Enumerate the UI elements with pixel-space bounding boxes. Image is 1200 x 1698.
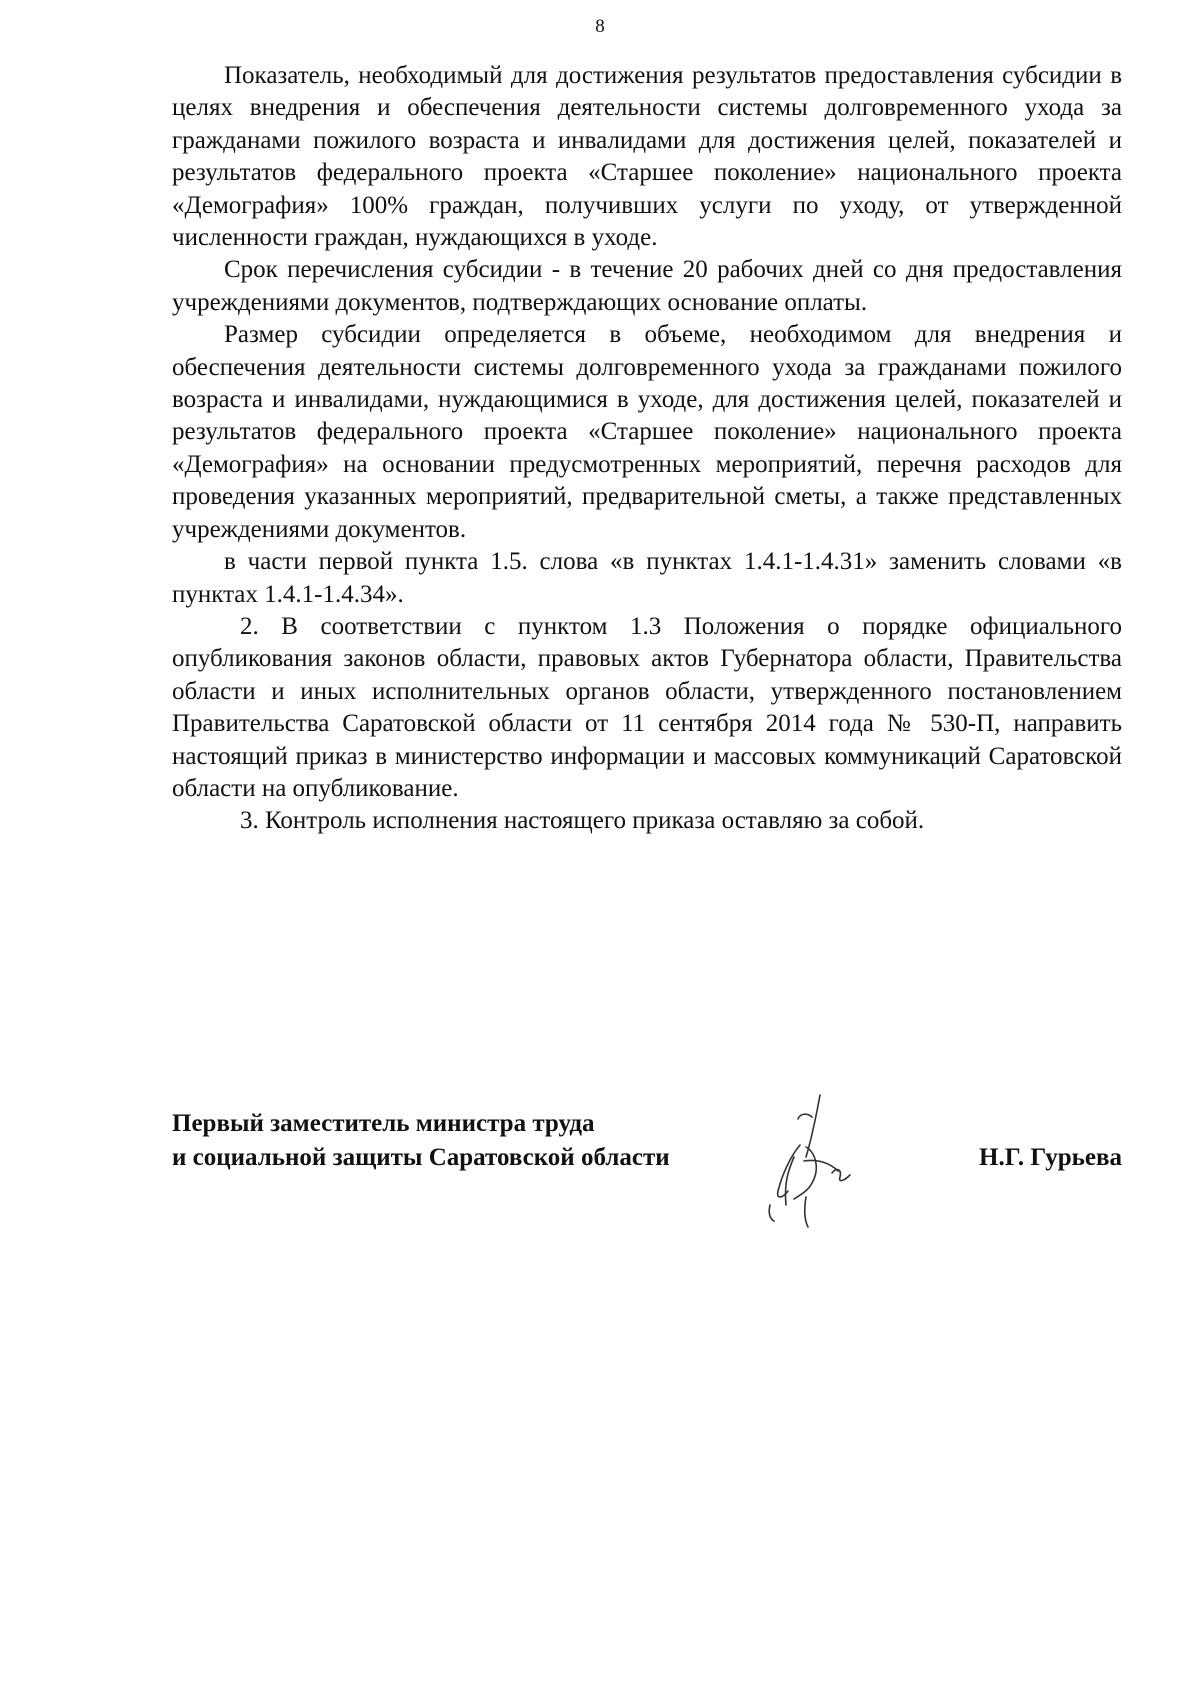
paragraph-item-2: 2. В соответствии с пунктом 1.3 Положения о порядке официального опубликования законов области, правовых актов Губернатора области, Правительства области и иных исполнительных органов области, утвержденного постановлением Правительства Саратовской области от 11 сентября 2014 года № 530-П, направить настоящий приказ в министерство информации и массовых коммуникаций Саратовской области на опубликование. xyxy=(172,612,1122,802)
paragraph-item-3: 3. Контроль исполнения настоящего приказа оставляю за собой. xyxy=(240,807,925,835)
page-number: 8 xyxy=(595,16,605,37)
paragraph-transfer-term: Срок перечисления субсидии - в течение 20 рабочих дней со дня предоставления учреждениями документов, подтверждающих основание оплаты. xyxy=(172,256,1122,316)
paragraph-amendment: в части первой пункта 1.5. слова «в пунктах 1.4.1-1.4.31» заменить словами «в пунктах 1.4.1-1.4.34». xyxy=(172,548,1122,608)
signatory-name: Н.Г. Гурьева xyxy=(979,1144,1122,1171)
handwritten-signature xyxy=(720,1087,900,1237)
signature-block xyxy=(172,1107,1122,1227)
paragraph-indicator: Показатель, необходимый для достижения результатов предоставления субсидии в целях внедрения и обеспечения деятельности системы долговременного ухода за гражданами пожилого возраста и инвалидами для достижения целей, показателей и результатов федерального проекта «Старшее поколение» национального проекта «Демография» 100% граждан, получивших услуги по уходу, от утвержденной численности граждан, нуждающихся в уходе. xyxy=(172,62,1122,252)
signatory-title-line1: Первый заместитель министра труда xyxy=(172,1110,595,1137)
paragraph-subsidy-amount: Размер субсидии определяется в объеме, необходимом для внедрения и обеспечения деятельности системы долговременного ухода за гражданами пожилого возраста и инвалидами, нуждающимися в уходе, для достижения целей, показателей и результатов федерального проекта «Старшее поколение» национального проекта «Демография» на основании предусмотренных мероприятий, перечня расходов для проведения указанных мероприятий, предварительной сметы, а также представленных учреждениями документов. xyxy=(172,321,1122,543)
signatory-title-line2: и социальной защиты Саратовской области xyxy=(172,1144,670,1171)
signatory-title xyxy=(172,1107,670,1175)
document-body xyxy=(172,60,1122,838)
